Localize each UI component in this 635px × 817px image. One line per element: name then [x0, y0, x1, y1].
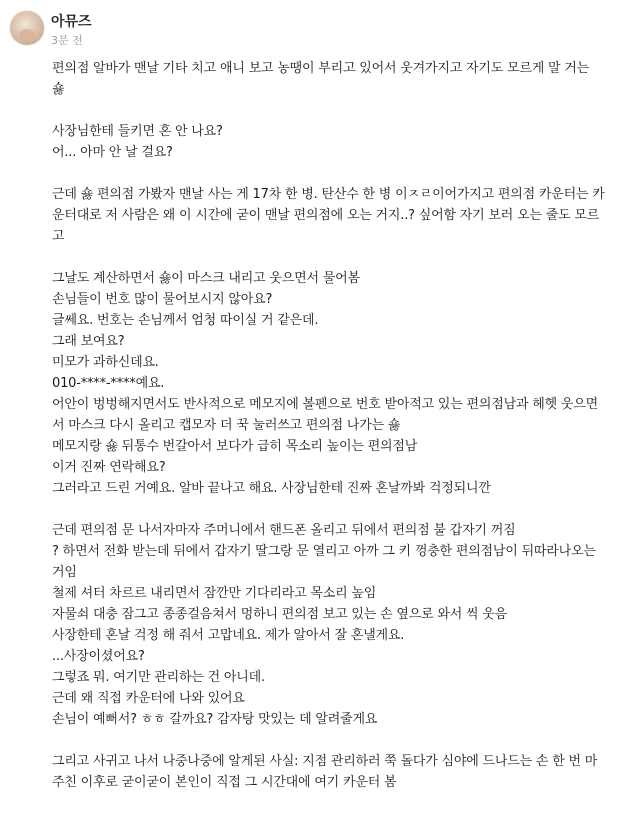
paragraph-gap: [52, 499, 622, 520]
paragraph-gap: [52, 730, 622, 751]
post-text-line: 그날도 계산하면서 숋이 마스크 내리고 웃으면서 물어봄: [52, 271, 360, 286]
post-text-line: 철제 셔터 차르르 내리면서 잠깐만 기다리라고 목소리 높임: [52, 586, 377, 601]
post-text-line: 그렇죠 뭐. 여기만 관리하는 건 아니데.: [52, 670, 265, 685]
post-text-line: 010-****-****예요.: [52, 376, 165, 391]
post-text-line: ...사장이셨어요?: [52, 649, 145, 664]
post-text-line: 사장님한테 들키면 혼 안 나요?: [52, 124, 223, 139]
post-time: 3분 전: [51, 34, 83, 47]
post-text-line: 편의점 알바가 맨날 기타 치고 애니 보고 농땡이 부리고 있어서 웃겨가지고 자기도 모르게 말 거는: [52, 61, 590, 76]
post-text-line: 고: [52, 229, 65, 244]
post-text-line: 숋: [52, 82, 65, 97]
post-text-line: 그러라고 드린 거예요. 알바 끝나고 해요. 사장님한테 진짜 혼날까봐 걱정되니깐: [52, 481, 491, 496]
post-text-line: 미모가 과하신데요.: [52, 355, 159, 370]
post-header: [9, 4, 609, 48]
post-text-line: 운터대로 저 사람은 왜 이 시간에 굳이 맨날 편의점에 오는 거지..? 싶어함 자기 보러 오는 줄도 모르: [52, 208, 600, 223]
author-name[interactable]: 아뮤즈: [51, 14, 92, 30]
post-text-line: 근데 왜 직접 카운터에 나와 있어요: [52, 691, 245, 706]
post-text-line: 그리고 사귀고 나서 나중나중에 알게된 사실: 지점 관리하러 쭉 돌다가 심야에 드나드는 손 한 번 마: [52, 754, 598, 769]
post-text-line: 이거 진짜 연락해요?: [52, 460, 166, 475]
post-text-line: 글쎄요. 번호는 손님께서 엄청 따이실 거 같은데.: [52, 313, 319, 328]
post-text-line: 서 마스크 다시 올리고 캡모자 더 꾹 눌러쓰고 편의점 나가는 숋: [52, 418, 401, 433]
post-text-line: 자물쇠 대충 잠그고 종종걸음쳐서 멍하니 편의점 보고 있는 손 옆으로 와서 씩 웃음: [52, 607, 508, 622]
post-text-line: 메모지랑 숋 뒤통수 번갈아서 보다가 급히 목소리 높이는 편의점남: [52, 439, 418, 454]
paragraph-gap: [52, 163, 622, 184]
post-text-line: 어안이 벙벙해지면서도 반사적으로 메모지에 볼펜으로 번호 받아적고 있는 편의점남과 헤헷 웃으면: [52, 397, 599, 412]
post-text-line: 어... 아마 안 날 걸요?: [52, 145, 173, 160]
paragraph-gap: [52, 247, 622, 268]
post-text-line: 주친 이후로 굳이굳이 본인이 직접 그 시간대에 여기 카운터 봄: [52, 775, 397, 790]
avatar[interactable]: [9, 10, 45, 46]
post-text-line: 거임: [52, 565, 77, 580]
post-body: [52, 58, 622, 793]
post-text-line: ? 하면서 전화 받는데 뒤에서 갑자기 딸그랑 문 열리고 아까 그 키 껑충한 편의점남이 뒤따라나오는: [52, 544, 596, 559]
post-text-line: 손님이 예뻐서? ㅎㅎ 갈까요? 감자탕 맛있는 데 알려줄게요: [52, 712, 378, 727]
post-text-line: 근데 편의점 문 나서자마자 주머니에서 핸드폰 올리고 뒤에서 편의점 불 갑자기 꺼짐: [52, 523, 516, 538]
post-text-line: 손님들이 번호 많이 물어보시지 않아요?: [52, 292, 273, 307]
paragraph-gap: [52, 100, 622, 121]
post-text-line: 근데 숋 편의점 가봤자 맨날 사는 게 17차 한 병. 탄산수 한 병 이ㅈㄹ이어가지고 편의점 카운터는 카: [52, 187, 605, 202]
post-text-line: 그래 보여요?: [52, 334, 125, 349]
post-text-line: 사장한테 혼날 걱정 해 줘서 고맙네요. 제가 알아서 잘 혼낼게요.: [52, 628, 405, 643]
